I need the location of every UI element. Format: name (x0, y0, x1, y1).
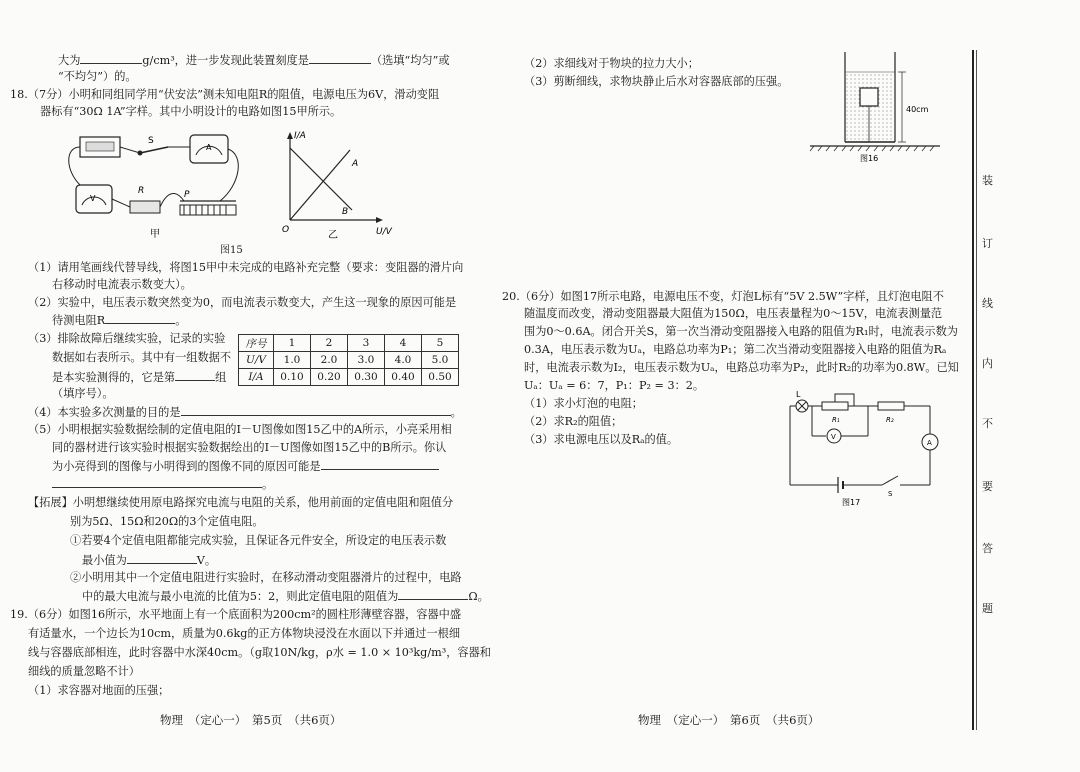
fig17-label-v: V (831, 433, 836, 441)
q17-tail-line1: 大为 g/cm³，进一步发现此装置刻度是 （选填“均匀”或 (58, 54, 450, 67)
figure-16-container (810, 50, 960, 165)
table-header: U/V (239, 352, 274, 369)
circuit-label-v: V (90, 194, 96, 203)
q18-p3d: （填序号）。 (52, 387, 114, 400)
q18-p1a: （1）请用笔画线代替导线，将图15甲中未完成的电路补充完整（要求：变阻器的滑片向 (28, 261, 464, 274)
binding-char: 内 (982, 357, 993, 370)
q20-l5: 时，电流表示数为I₂，电压表示数为Uₐ，电路总功率为P₂，此时R₂的功率为0.8W。已知 (524, 361, 959, 374)
table-cell: 2 (311, 335, 348, 352)
left-page (0, 0, 520, 772)
q17-tail-line2: “不均匀”）的。 (58, 70, 137, 83)
table-cell: 0.50 (422, 369, 459, 386)
binding-char: 要 (982, 480, 993, 493)
q19-l2: 有适量水，一个边长为10cm，质量为0.6kg的正方体物块浸没在水面以下并通过一根细 (28, 627, 461, 640)
q18-p5b: 同的器材进行该实验时根据实验数据绘出的I－U图像如图15乙中的B所示。你认 (52, 441, 447, 454)
q20-l2: 随温度而改变，滑动变阻器最大阻值为150Ω，电压表量程为0～15V，电流表测量范 (524, 307, 943, 320)
graph-origin: O (282, 225, 290, 235)
circuit-label-s: S (148, 136, 154, 146)
extension-b: 别为5Ω、15Ω和20Ω的3个定值电阻。 (70, 515, 264, 528)
figure-15-graph (280, 130, 390, 240)
table-cell: 0.40 (385, 369, 422, 386)
q18-p5d: 。 (52, 476, 273, 492)
binding-line (972, 50, 974, 730)
q18-p3c: 是本实验测得的，它是第 组 (52, 371, 227, 384)
table-cell: 1 (274, 335, 311, 352)
q19-l5: （1）求容器对地面的压强； (28, 684, 170, 697)
q18-p3b: 数据如右表所示。其中有一组数据不 (52, 351, 232, 364)
data-table (238, 334, 459, 386)
binding-char: 线 (982, 297, 993, 310)
graph-label-a: A (352, 159, 359, 169)
table-cell: 1.0 (274, 352, 311, 369)
graph-line-b (290, 148, 352, 210)
table-cell: 0.10 (274, 369, 311, 386)
fig17-label-l: L (796, 390, 801, 399)
fig15-caption: 图15 (220, 245, 243, 256)
graph-line-a (290, 150, 350, 220)
fig17-label-r2: R₂ (886, 416, 894, 424)
page-footer-right: 物理 （定心一） 第6页 （共6页） (638, 713, 820, 727)
fig15-label-yi: 乙 (328, 230, 338, 241)
q20-l1: 20.（6分）如图17所示电路，电源电压不变，灯泡L标有“5V 2.5W”字样，且灯泡电阻不 (502, 290, 944, 303)
binding-char: 答 (982, 542, 993, 555)
extension-d: 最小值为 V。 (82, 554, 217, 567)
q19-l4: 细线的质量忽略不计） (28, 665, 140, 678)
q20-s1: （1）求小灯泡的电阻； (524, 397, 643, 410)
table-row (239, 352, 459, 369)
graph-label-b: B (342, 207, 349, 217)
figure-17-circuit (782, 390, 942, 510)
fig16-caption: 图16 (860, 154, 879, 163)
circuit-label-p: P (184, 190, 190, 200)
table-cell: 3 (348, 335, 385, 352)
cube-block (860, 88, 878, 106)
table-row (239, 369, 459, 386)
binding-line-inner (976, 50, 977, 730)
circuit-label-r: R (138, 186, 145, 196)
table-cell: 2.0 (311, 352, 348, 369)
extension-a: 【拓展】小明想继续使用原电路探究电流与电阻的关系，他用前面的定值电阻和阻值分 (28, 496, 454, 509)
q18-p1b: 右移动时电流表示数变大）。 (52, 278, 192, 291)
q18-stem-2: 器标有“30Ω 1A”字样。其中小明设计的电路如图15甲所示。 (40, 105, 342, 118)
q18-p5c: 为小亮得到的图像与小明得到的图像不同的原因可能是 (52, 458, 439, 474)
q20-l3: 围为0～0.6A。闭合开关S，第一次当滑动变阻器接入电路的阻值为R₁时，电流表示数为 (524, 325, 958, 338)
table-cell: 4.0 (385, 352, 422, 369)
q20-l4: 0.3A，电压表示数为Uₐ，电路总功率为P₁；第二次当滑动变阻器接入电路的阻值为Rₐ (524, 343, 947, 356)
q18-stem-1: 18.（7分）小明和同组同学用“伏安法”测未知电阻R的阻值，电源电压为6V，滑动变阻 (10, 88, 440, 101)
page-footer-left: 物理 （定心一） 第5页 （共6页） (160, 713, 342, 727)
q19-l3: 线与容器底部相连，此时容器中水深40cm。（g取10N/kg，ρ水 = 1.0 × 10³kg/m³，容器和 (28, 646, 491, 659)
q18-p2a: （2）实验中，电压表示数突然变为0，而电流表示数变大，产生这一现象的原因可能是 (28, 296, 457, 309)
fig17-label-r1: R₁ (832, 416, 840, 424)
table-cell: 5 (422, 335, 459, 352)
q20-s2: （2）求R₂的阻值； (524, 415, 623, 428)
binding-char: 订 (982, 237, 993, 250)
fig15-label-jia: 甲 (150, 229, 160, 240)
q18-p5a: （5）小明根据实验数据绘制的定值电阻的I－U图像如图15乙中的A所示，小亮采用相 (28, 423, 452, 436)
binding-char: 不 (982, 417, 993, 430)
table-cell: 5.0 (422, 352, 459, 369)
q18-p3a: （3）排除故障后继续实验，记录的实验 (28, 332, 226, 345)
fig17-label-a: A (927, 439, 932, 447)
fig17-label-s: S (888, 490, 893, 498)
table-cell: 0.20 (311, 369, 348, 386)
graph-x-label: U/V (376, 227, 392, 237)
extension-f: 中的最大电流与最小电流的比值为5：2，则此定值电阻的阻值为 Ω。 (82, 590, 489, 603)
graph-y-label: I/A (294, 131, 306, 141)
extension-c: ①若要4个定值电阻都能完成实验，且保证各元件安全，所设定的电压表示数 (70, 534, 447, 547)
table-cell: 3.0 (348, 352, 385, 369)
fig17-caption: 图17 (842, 498, 861, 507)
table-cell: 4 (385, 335, 422, 352)
q19-cont-l1: （2）求细线对于物块的拉力大小； (524, 57, 699, 70)
table-cell: 0.30 (348, 369, 385, 386)
binding-char: 题 (982, 602, 993, 615)
q20-l6: Uₐ：Uₐ = 6：7，P₁：P₂ = 3：2。 (524, 379, 705, 392)
right-page (502, 0, 970, 772)
q18-p2b: 待测电阻R 。 (52, 314, 187, 327)
q19-cont-l2: （3）剪断细线，求物块静止后水对容器底部的压强。 (524, 75, 789, 88)
table-header: 序号 (239, 335, 274, 352)
figure-15-circuit (60, 125, 260, 240)
table-header: I/A (239, 369, 274, 386)
depth-label: 40cm (906, 105, 929, 114)
q19-l1: 19.（6分）如图16所示，水平地面上有一个底面积为200cm²的圆柱形薄壁容器，容器中盛 (10, 608, 462, 621)
binding-char: 装 (982, 174, 993, 187)
circuit-label-a: A (206, 143, 212, 152)
extension-e: ②小明用其中一个定值电阻进行实验时，在移动滑动变阻器滑片的过程中，电路 (70, 571, 462, 584)
table-row (239, 335, 459, 352)
q20-s3: （3）求电源电压以及Rₐ的值。 (524, 433, 679, 446)
q18-p4: （4）本实验多次测量的目的是 。 (28, 406, 462, 419)
